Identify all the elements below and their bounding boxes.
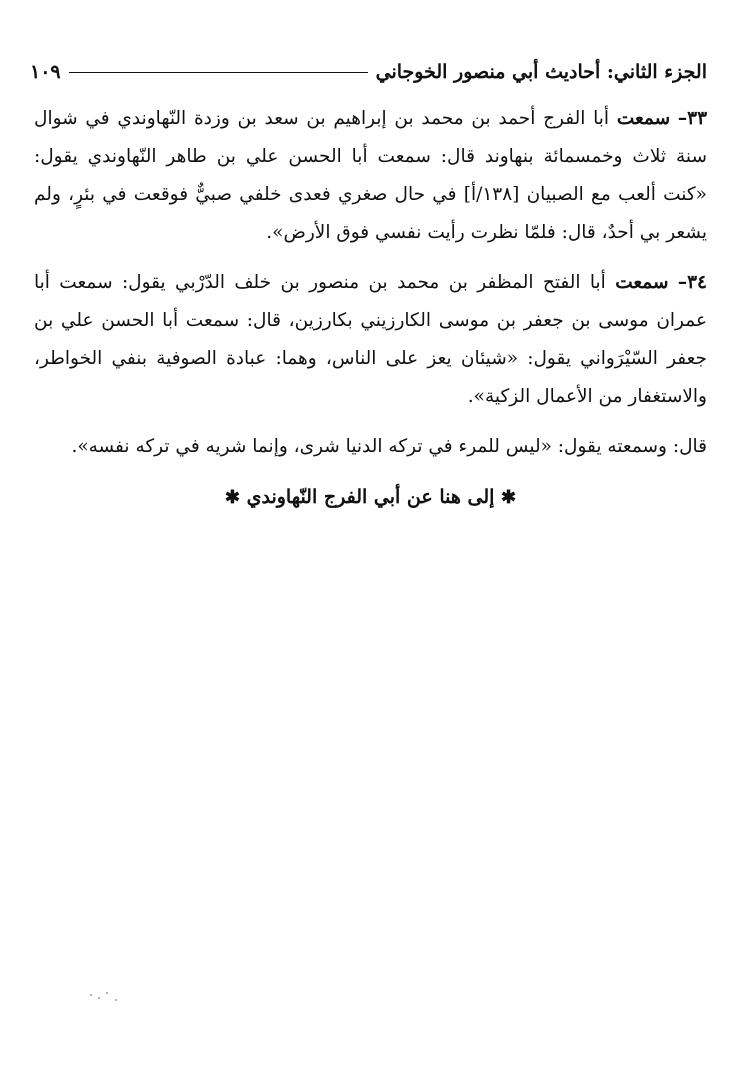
star-ornament-icon: ✱ — [501, 487, 517, 508]
hadith-text: قال: وسمعته يقول: «ليس للمرء في تركه الدنيا شرى، وإنما شريه في تركه نفسه». — [71, 436, 707, 457]
hadith-number: ٣٤– — [677, 272, 707, 293]
hadith-paragraph-33 — [34, 100, 707, 252]
hadith-number: ٣٣– — [677, 108, 708, 129]
scan-speckles — [88, 990, 128, 1002]
star-ornament-icon: ✱ — [224, 487, 240, 508]
header-title: الجزء الثاني: أحاديث أبي منصور الخوجاني — [375, 61, 707, 83]
hadith-lead-word: سمعت — [616, 108, 671, 129]
running-header — [30, 55, 707, 89]
hadith-paragraph-continuation — [34, 428, 707, 466]
hadith-text: أبا الفرج أحمد بن محمد بن إبراهيم بن سعد بن وزدة النّهاوندي في شوال سنة ثلاث وخمسمائة بنهاوند قال: سمعت أبا الحسن علي بن طاهر النّهاوندي يقول: «كنت ألعب مع الصبيان [١٣٨/أ] في حال صغري فعدى خلفي صبيٌّ فوقعت في بئرٍ، ولم يشعر بي أحدٌ، قال: فلمّا نظرت رأيت نفسي فوق الأرض». — [34, 108, 707, 243]
section-closing — [34, 478, 707, 517]
closing-text: إلى هنا عن أبي الفرج النّهاوندي — [246, 486, 495, 508]
page-number: ١٠٩ — [30, 61, 61, 83]
hadith-lead-word: سمعت — [615, 272, 669, 293]
hadith-paragraph-34 — [34, 264, 707, 416]
header-rule — [69, 72, 368, 73]
text-body — [34, 100, 707, 517]
hadith-text: أبا الفتح المظفر بن محمد بن منصور بن خلف الدّرْبي يقول: سمعت أبا عمران موسى بن جعفر بن موسى الكارزيني بكارزين، قال: سمعت أبا الحسن علي بن جعفر السّيْرَواني يقول: «شيئان يعز على الناس، وهما: عبادة الصوفية بنفي الخواطر، والاستغفار من الأعمال الزكية». — [34, 272, 707, 407]
